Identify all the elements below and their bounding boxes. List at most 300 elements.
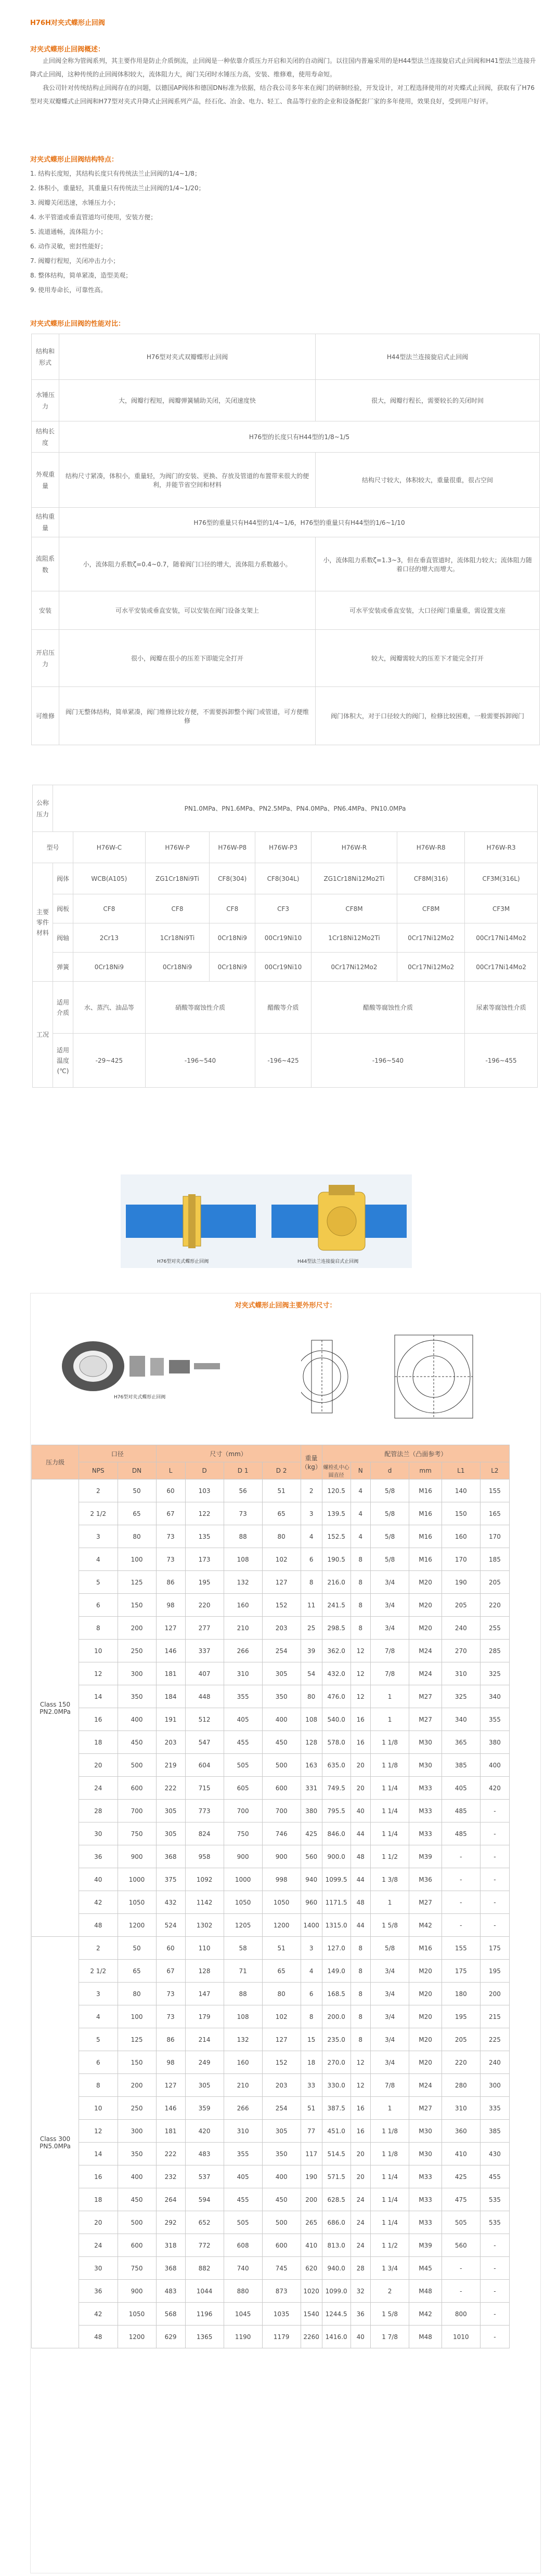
row-label: 安装 (32, 591, 59, 630)
table-cell: 102 (262, 1548, 301, 1571)
table-cell: 604 (185, 1754, 224, 1777)
cell: 很大，阀瓣行程长，需要较长的关闭时间 (316, 380, 540, 421)
table-cell: 12 (351, 1662, 370, 1685)
table-cell: 1 5/8 (370, 1914, 409, 1937)
cell: 00Cr17Ni14Mo2 (465, 953, 538, 982)
table-cell: 80 (118, 1983, 156, 2005)
table-cell: 42 (79, 1891, 118, 1914)
table-row (32, 2303, 510, 2326)
table-cell: 195 (442, 2005, 480, 2028)
table-cell: 73 (156, 2005, 185, 2028)
table-cell: 500 (262, 2211, 301, 2234)
table-cell: 102 (262, 2005, 301, 2028)
table-cell: 8 (301, 2005, 322, 2028)
table-cell: 190 (301, 2165, 322, 2188)
table-cell: 8 (351, 1937, 370, 1960)
table-cell: 28 (351, 2257, 370, 2280)
table-cell: 250 (118, 1640, 156, 1662)
class300-rows (32, 1937, 510, 2348)
cell: H76W-P3 (255, 832, 311, 863)
cell: CF8 (73, 894, 146, 923)
table-cell: 1 (370, 1685, 409, 1708)
table-cell: 25 (301, 1617, 322, 1640)
table-cell: 88 (224, 1983, 262, 2005)
table-row (32, 1708, 510, 1731)
row-label: 型号 (33, 832, 73, 863)
table-cell: 214 (185, 2028, 224, 2051)
table-cell: 280 (442, 2074, 480, 2097)
cell: CF8M (397, 894, 465, 923)
table-cell: 1302 (185, 1914, 224, 1937)
dimensions-table (31, 1445, 510, 2348)
table-header-row (32, 1462, 510, 1479)
table-cell: 1 (370, 2097, 409, 2120)
table-cell: 210 (224, 2074, 262, 2097)
table-cell: 1092 (185, 1868, 224, 1891)
table-cell: 270.0 (322, 2051, 351, 2074)
table-cell: 16 (351, 1731, 370, 1754)
table-cell: 36 (79, 1845, 118, 1868)
table-cell: 740 (224, 2257, 262, 2280)
header-size: 口径 (79, 1445, 157, 1462)
table-cell: M36 (409, 1868, 442, 1891)
table-cell: 108 (224, 1548, 262, 1571)
dimension-drawing-illustration (301, 1325, 488, 1429)
table-cell: M33 (409, 1777, 442, 1800)
dimensions-title: 对夹式蝶形止回阀主要外形尺寸： (235, 1302, 336, 1310)
table-cell: 795.5 (322, 1800, 351, 1822)
table-cell: 430 (480, 2143, 509, 2165)
table-cell: 80 (262, 1525, 301, 1548)
table-cell: - (480, 2257, 509, 2280)
table-cell: 20 (79, 2211, 118, 2234)
table-row (32, 1525, 510, 1548)
table-cell: 40 (351, 1800, 370, 1822)
cell: 水、蒸汽、油品等 (73, 982, 146, 1034)
cell: 阀门无整体结构，简单紧凑，阀门维修比较方便，不需要拆卸整个阀门或管道，可方便维修 (59, 687, 316, 745)
overview-paragraph: 止回阀全称为管阀系列，其主要作用是防止介质倒流，止回阀是一种依靠介质压力开启和关闭的自动阀门。以往国内普遍采用的是H44型法兰连接旋启式止回阀和H41型法兰连接升降式止回阀，这种传统的止回阀体积较大，流体阻力大，阀门关闭时水锤压力高，安装、维修难，使用寿命短。 (30, 57, 536, 78)
table-cell: M20 (409, 2051, 442, 2074)
table-cell: 152 (262, 2051, 301, 2074)
cell: CF3M(316L) (465, 863, 538, 894)
table-cell: 205 (442, 1594, 480, 1617)
table-cell: 410 (442, 2143, 480, 2165)
feature-item: 7. 阀瓣行程短，关闭冲击力小； (30, 257, 120, 265)
feature-item: 6. 动作灵敏，密封性能好； (30, 243, 107, 250)
table-cell: 8 (351, 2028, 370, 2051)
cell: 0Cr17Ni12Mo2 (397, 923, 465, 953)
cell: H76型的重量只有H44型的1/4~1/6，H76型的重量只有H44型的1/6~1/10 (59, 508, 540, 537)
table-cell: 700 (262, 1800, 301, 1822)
table-cell: 3/4 (370, 2051, 409, 2074)
table-cell: - (480, 2234, 509, 2257)
table-cell: 220 (442, 2051, 480, 2074)
table-cell: 652 (185, 2211, 224, 2234)
table-cell: 264 (156, 2188, 185, 2211)
table-cell: 132 (224, 1571, 262, 1594)
table-cell: 405 (224, 2165, 262, 2188)
table-row (32, 1617, 510, 1640)
cell: 0Cr18Ni9 (210, 923, 255, 953)
table-row (32, 421, 540, 453)
table-row (32, 1731, 510, 1754)
table-cell: 1 1/2 (370, 2234, 409, 2257)
table-cell: 4 (351, 1525, 370, 1548)
cell: 很小，阀瓣在很小的压差下即能完全打开 (59, 630, 316, 687)
table-cell: 88 (224, 1525, 262, 1548)
table-row (32, 334, 540, 380)
table-cell: 42 (79, 2303, 118, 2326)
table-cell: 330.0 (322, 2074, 351, 2097)
table-cell: M16 (409, 1525, 442, 1548)
table-cell: 127 (262, 1571, 301, 1594)
table-cell: 16 (79, 1708, 118, 1731)
table-cell: 3/4 (370, 2028, 409, 2051)
part-label: 适用介质 (53, 982, 73, 1034)
table-cell: 80 (118, 1525, 156, 1548)
overview-heading: 对夹式蝶形止回阀概述： (30, 46, 105, 54)
table-cell: 448 (185, 1685, 224, 1708)
table-cell: 400 (480, 1754, 509, 1777)
table-cell: 32 (351, 2280, 370, 2303)
table-cell: 216.0 (322, 1571, 351, 1594)
table-cell: 325 (442, 1685, 480, 1708)
table-cell: 170 (442, 1548, 480, 1571)
table-cell: 200.0 (322, 2005, 351, 2028)
table-row (32, 1754, 510, 1777)
table-cell: 8 (351, 2005, 370, 2028)
table-cell: 125 (118, 1571, 156, 1594)
table-cell: 48 (351, 1891, 370, 1914)
table-cell: 310 (224, 1662, 262, 1685)
cell: CF8(304L) (255, 863, 311, 894)
table-cell: 900 (262, 1845, 301, 1868)
table-cell: 1010 (442, 2326, 480, 2348)
table-row (32, 2234, 510, 2257)
table-cell: 222 (156, 2143, 185, 2165)
table-cell: 128 (185, 1960, 224, 1983)
table-cell: 36 (79, 2280, 118, 2303)
table-cell: 255 (480, 1617, 509, 1640)
table-cell: 125 (118, 2028, 156, 2051)
table-cell: 1020 (301, 2280, 322, 2303)
row-label: 开启压力 (32, 630, 59, 687)
table-cell: 60 (156, 1479, 185, 1502)
table-cell: 40 (351, 2326, 370, 2348)
table-cell: 483 (156, 2280, 185, 2303)
table-cell: 8 (351, 1571, 370, 1594)
table-cell: 300 (480, 2074, 509, 2097)
table-cell: - (442, 2280, 480, 2303)
cell: 大，阀瓣行程短，阀瓣弹簧辅助关闭，关闭速度快 (59, 380, 316, 421)
table-cell: 160 (224, 2051, 262, 2074)
feature-item: 5. 流道通畅，流体阻力小； (30, 228, 107, 235)
table-row (32, 1891, 510, 1914)
features-heading: 对夹式蝶形止回阀结构特点： (30, 156, 119, 164)
row-label: 可维修 (32, 687, 59, 745)
table-cell: 1400 (301, 1914, 322, 1937)
table-row (33, 863, 538, 894)
table-cell: 900 (224, 1845, 262, 1868)
table-cell: 220 (480, 1594, 509, 1617)
table-cell: 190 (442, 1571, 480, 1594)
table-row (32, 687, 540, 745)
table-cell: 30 (79, 1822, 118, 1845)
page-title: H76H对夹式蝶形止回阀 (30, 19, 105, 27)
table-cell: 746 (262, 1822, 301, 1845)
table-cell: M20 (409, 1571, 442, 1594)
table-cell: 73 (224, 1502, 262, 1525)
table-cell: - (480, 1868, 509, 1891)
table-cell: 1 1/8 (370, 1731, 409, 1754)
table-cell: 1045 (224, 2303, 262, 2326)
table-cell: 3/4 (370, 1594, 409, 1617)
table-cell: 277 (185, 1617, 224, 1640)
table-cell: 191 (156, 1708, 185, 1731)
table-cell: 537 (185, 2165, 224, 2188)
table-cell: 505 (224, 2211, 262, 2234)
table-cell: M27 (409, 2097, 442, 2120)
table-cell: 210 (224, 1617, 262, 1640)
table-cell: 195 (185, 1571, 224, 1594)
table-cell: 155 (442, 1937, 480, 1960)
table-cell: 12 (351, 1640, 370, 1662)
cell: CF8 (210, 894, 255, 923)
table-cell: 254 (262, 1640, 301, 1662)
table-cell: 3/4 (370, 1960, 409, 1983)
table-cell: 600 (118, 1777, 156, 1800)
header-D2: D 2 (262, 1462, 301, 1479)
overview-text (30, 54, 540, 108)
table-cell: 266 (224, 2097, 262, 2120)
table-cell: 3 (79, 1525, 118, 1548)
table-cell: 173 (185, 1548, 224, 1571)
table-cell: 108 (301, 1708, 322, 1731)
table-cell: 2 (370, 2280, 409, 2303)
table-cell: - (480, 2326, 509, 2348)
table-cell: 1244.5 (322, 2303, 351, 2326)
table-cell: 800 (442, 2303, 480, 2326)
table-cell: 635.0 (322, 1754, 351, 1777)
table-cell: M42 (409, 1914, 442, 1937)
table-cell: M33 (409, 1800, 442, 1822)
table-cell: 24 (79, 2234, 118, 2257)
table-cell: 73 (156, 1983, 185, 2005)
table-cell: 14 (79, 1685, 118, 1708)
table-cell: 1200 (118, 1914, 156, 1937)
table-cell: 813.0 (322, 2234, 351, 2257)
table-cell: 16 (351, 2097, 370, 2120)
table-cell: M16 (409, 1937, 442, 1960)
table-row (32, 2051, 510, 2074)
valve-exploded-figure (51, 1335, 228, 1403)
table-cell: 16 (79, 2165, 118, 2188)
table-cell: 500 (118, 2211, 156, 2234)
figure-caption-left: H76型对夹式蝶形止回阀 (157, 1259, 209, 1264)
table-cell: 150 (442, 1502, 480, 1525)
cell: 00Cr19Ni10 (255, 923, 311, 953)
table-cell: 185 (480, 1548, 509, 1571)
table-row (32, 2074, 510, 2097)
table-cell: 150 (118, 1594, 156, 1617)
table-cell: 900 (118, 2280, 156, 2303)
table-cell: 485 (442, 1822, 480, 1845)
table-cell: 165 (480, 1502, 509, 1525)
comparison-heading: 对夹式蝶形止回阀的性能对比： (30, 320, 125, 328)
table-cell: 28 (79, 1800, 118, 1822)
table-cell: 340 (442, 1708, 480, 1731)
table-cell: 485 (442, 1800, 480, 1822)
table-cell: 149.0 (322, 1960, 351, 1983)
table-cell: 547 (185, 1731, 224, 1754)
table-cell: M39 (409, 1845, 442, 1868)
table-cell: - (480, 1800, 509, 1822)
table-cell: 305 (156, 1800, 185, 1822)
table-row (32, 2097, 510, 2120)
table-cell: 368 (156, 2257, 185, 2280)
table-cell: 250 (118, 2097, 156, 2120)
table-cell: 270 (442, 1640, 480, 1662)
table-cell: 410 (301, 2234, 322, 2257)
table-cell: 100 (118, 1548, 156, 1571)
cell: 醋酸等介质 (255, 982, 311, 1034)
table-cell: 882 (185, 2257, 224, 2280)
table-cell: 385 (480, 2120, 509, 2143)
table-cell: 86 (156, 2028, 185, 2051)
table-cell: 5/8 (370, 1937, 409, 1960)
table-cell: 450 (262, 2188, 301, 2211)
cell: 结构尺寸较大，体积较大，重量很重，很占空间 (316, 453, 540, 508)
table-cell: 455 (480, 2165, 509, 2188)
cell: -196~540 (311, 1034, 464, 1088)
table-cell: 605 (224, 1777, 262, 1800)
cell: 可水平安装或垂直安装，可以安装在阀门设备支架上 (59, 591, 316, 630)
table-cell: 179 (185, 2005, 224, 2028)
table-cell: 6 (79, 2051, 118, 2074)
table-cell: 420 (480, 1777, 509, 1800)
table-cell: 900 (118, 1845, 156, 1868)
table-cell: M33 (409, 1822, 442, 1845)
table-cell: 310 (224, 2120, 262, 2143)
table-cell: 51 (262, 1479, 301, 1502)
table-cell: M33 (409, 2188, 442, 2211)
table-cell: 1 1/4 (370, 1822, 409, 1845)
table-cell: 305 (262, 2120, 301, 2143)
table-cell: M39 (409, 2234, 442, 2257)
table-cell: 8 (351, 1960, 370, 1983)
table-cell: 5/8 (370, 1525, 409, 1548)
cell: -196~425 (255, 1034, 311, 1088)
table-row (32, 1914, 510, 1937)
table-row (33, 982, 538, 1034)
table-cell: 298.5 (322, 1617, 351, 1640)
table-cell: 2 1/2 (79, 1960, 118, 1983)
table-cell: 65 (118, 1960, 156, 1983)
table-cell: 10 (79, 1640, 118, 1662)
table-cell: 219 (156, 1754, 185, 1777)
table-cell: 20 (351, 1777, 370, 1800)
cell: 0Cr17Ni12Mo2 (397, 953, 465, 982)
table-cell: 1179 (262, 2326, 301, 2348)
table-cell: 1540 (301, 2303, 322, 2326)
table-cell: 355 (480, 1708, 509, 1731)
table-cell: 1 1/4 (370, 2211, 409, 2234)
cell: H76W-C (73, 832, 146, 863)
table-cell: 1 1/2 (370, 1845, 409, 1868)
table-cell: 160 (442, 1525, 480, 1548)
table-cell: 24 (351, 2188, 370, 2211)
table-cell: 700 (118, 1800, 156, 1822)
table-cell: 20 (351, 2165, 370, 2188)
cell: -29~425 (73, 1034, 146, 1088)
table-cell: 71 (224, 1960, 262, 1983)
table-cell: M27 (409, 1708, 442, 1731)
table-row (32, 2028, 510, 2051)
table-cell: 6 (301, 1983, 322, 2005)
table-cell: 940 (301, 1868, 322, 1891)
table-cell: M20 (409, 2028, 442, 2051)
cell: -196~540 (145, 1034, 255, 1088)
table-cell: 1044 (185, 2280, 224, 2303)
table-cell: 750 (224, 1822, 262, 1845)
table-cell: 100 (118, 2005, 156, 2028)
table-cell: 750 (118, 1822, 156, 1845)
table-cell: 476.0 (322, 1685, 351, 1708)
table-cell: 318 (156, 2234, 185, 2257)
table-cell: 2 (79, 1479, 118, 1502)
table-cell: 998 (262, 1868, 301, 1891)
table-cell: M27 (409, 1685, 442, 1708)
table-cell: 300 (118, 1662, 156, 1685)
header-bolt-n: N (351, 1462, 370, 1479)
table-cell: 1196 (185, 2303, 224, 2326)
cell: WCB(A105) (73, 863, 146, 894)
table-cell: - (442, 1845, 480, 1868)
table-cell: 14 (79, 2143, 118, 2165)
table-cell: 65 (262, 1960, 301, 1983)
table-cell: 1 7/8 (370, 2326, 409, 2348)
table-cell: 540.0 (322, 1708, 351, 1731)
cell: 0Cr18Ni9 (145, 953, 209, 982)
table-cell: 73 (156, 1525, 185, 1548)
table-cell: - (480, 1914, 509, 1937)
table-cell: - (442, 2257, 480, 2280)
feature-item: 2. 体积小，重量轻，其重量只有传统法兰止回阀的1/4~1/20； (30, 184, 205, 192)
table-cell: 11 (301, 1594, 322, 1617)
table-cell: 600 (118, 2234, 156, 2257)
header-L: L (156, 1462, 185, 1479)
table-cell: 1000 (224, 1868, 262, 1891)
row-label: 外观重量 (32, 453, 59, 508)
table-cell: 5 (79, 2028, 118, 2051)
table-cell: 750 (118, 2257, 156, 2280)
table-cell: 12 (79, 2120, 118, 2143)
table-cell: 225 (480, 2028, 509, 2051)
table-cell: 36 (351, 2303, 370, 2326)
table-row (32, 1868, 510, 1891)
table-cell: 608 (224, 2234, 262, 2257)
row-label: 流阻系数 (32, 537, 59, 591)
feature-item: 9. 使用寿命长，可靠性高。 (30, 286, 107, 294)
table-cell: 745 (262, 2257, 301, 2280)
table-cell: 200 (480, 1983, 509, 2005)
table-cell: 235.0 (322, 2028, 351, 2051)
table-cell: 1 (370, 1891, 409, 1914)
cell: 0Cr17Ni12Mo2 (311, 953, 397, 982)
table-cell: M48 (409, 2326, 442, 2348)
table-cell: 20 (79, 1754, 118, 1777)
table-cell: 1050 (118, 1891, 156, 1914)
